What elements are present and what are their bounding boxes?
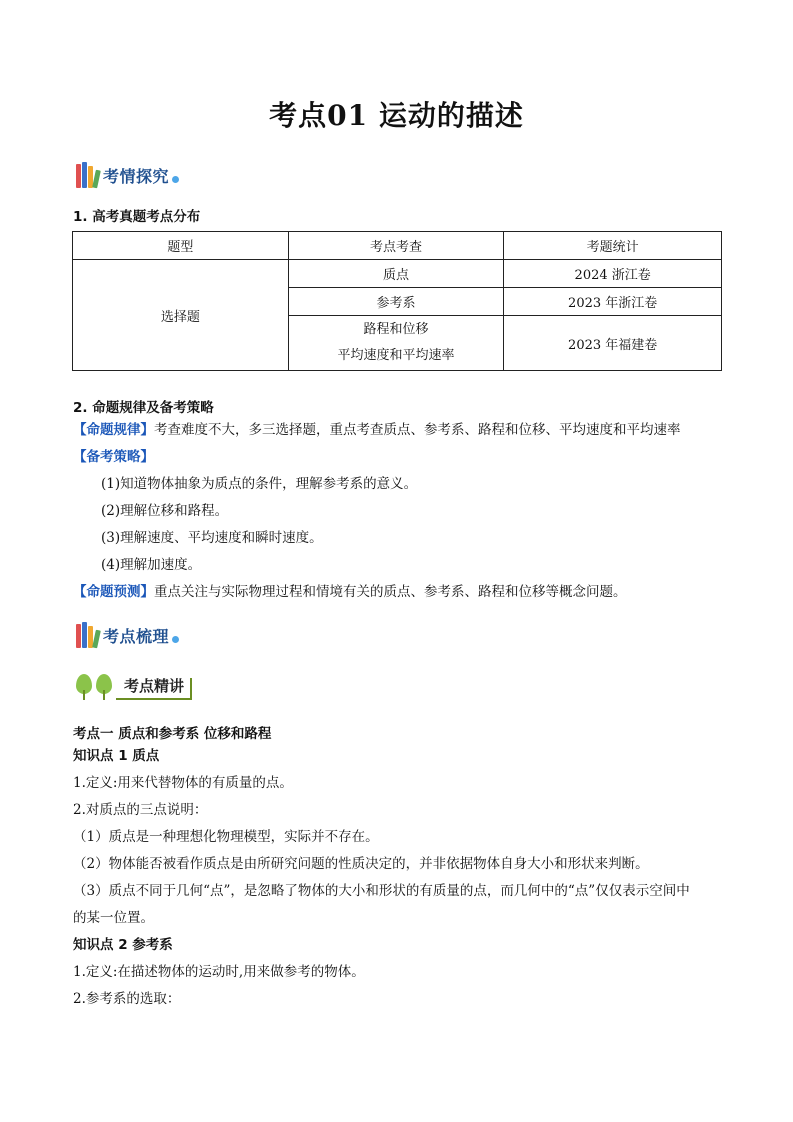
predict-paragraph: [73, 579, 733, 606]
paragraph-line: （2）物体能否被看作质点是由所研究问题的性质决定的，并非依据物体自身大小和形状来判断。: [73, 856, 649, 872]
books-icon: [76, 622, 100, 648]
paragraph-line: 1.定义:用来代替物体的有质量的点。: [73, 775, 293, 791]
predict-tag: 【命题预测】: [73, 584, 154, 600]
books-icon: [76, 162, 100, 188]
section2-heading: 2. 命题规律及备考策略: [73, 400, 214, 416]
table-cell-type: 选择题: [73, 260, 289, 371]
table-cell: 2023 年浙江卷: [504, 288, 722, 316]
banner-jingjiang: [76, 674, 192, 700]
paragraph-line: 2.参考系的选取：: [73, 991, 181, 1007]
dot-icon: [172, 636, 179, 643]
banner-kaoqing: [76, 160, 179, 190]
table-cell: 参考系: [288, 288, 504, 316]
exam-stats-table: [72, 231, 722, 371]
strategy-list: [73, 471, 733, 579]
paragraph-line: 的某一位置。: [73, 910, 154, 926]
banner-kaoqing-label: 考情探究: [103, 166, 170, 186]
table-cell: 质点: [288, 260, 504, 288]
list-item: (1)知道物体抽象为质点的条件，理解参考系的意义。: [101, 476, 418, 492]
section1-heading: 1. 高考真题考点分布: [73, 209, 201, 225]
paragraph-line: 1.定义:在描述物体的运动时,用来做参考的物体。: [73, 964, 365, 980]
list-item: (4)理解加速度。: [101, 557, 202, 573]
table-cell-line: 路程和位移: [363, 322, 429, 337]
table-cell: [288, 316, 504, 371]
table-row: [73, 260, 722, 288]
table-header-row: [73, 232, 722, 260]
paragraph-line: 2.对质点的三点说明：: [73, 802, 208, 818]
table-cell: 2023 年福建卷: [504, 316, 722, 371]
paragraph-line: （3）质点不同于几何“点”，是忽略了物体的大小和形状的有质量的点，而几何中的“点”仅仅表示空间中: [73, 883, 690, 899]
banner-kaodian-label: 考点梳理: [103, 626, 170, 646]
divider: [190, 678, 192, 700]
table-header-cell: 题型: [73, 232, 289, 260]
list-item: (3)理解速度、平均速度和瞬时速度。: [101, 530, 323, 546]
rule-tag: 【命题规律】: [73, 422, 154, 438]
table-cell: 2024 浙江卷: [504, 260, 722, 288]
table-cell-line: 平均速度和平均速率: [337, 348, 455, 363]
paragraph-line: （1）质点是一种理想化物理模型，实际并不存在。: [73, 829, 379, 845]
tree-icon: [96, 674, 112, 700]
rule-paragraph: [73, 417, 733, 444]
zsd2-title: 知识点 2 参考系: [73, 937, 173, 953]
predict-text: 重点关注与实际物理过程和情境有关的质点、参考系、路程和位移等概念问题。: [154, 584, 627, 600]
table-header-cell: 考题统计: [504, 232, 722, 260]
table-header-cell: 考点考查: [288, 232, 504, 260]
rule-text: 考查难度不大，多三选择题，重点考查质点、参考系、路程和位移、平均速度和平均速率: [154, 422, 681, 438]
section2-body: [73, 417, 733, 606]
dot-icon: [172, 176, 179, 183]
banner-jingjiang-label: 考点精讲: [116, 675, 190, 700]
zsd1-title: 知识点 1 质点: [73, 748, 160, 764]
page-title: 考点01 运动的描述: [269, 99, 524, 132]
list-item: (2)理解位移和路程。: [101, 503, 229, 519]
kaodian1-body: [73, 743, 733, 1013]
banner-kaodian: [76, 620, 179, 650]
strategy-tag: 【备考策略】: [73, 449, 154, 465]
tree-icon: [76, 674, 92, 700]
kaodian1-heading: 考点一 质点和参考系 位移和路程: [73, 726, 272, 742]
